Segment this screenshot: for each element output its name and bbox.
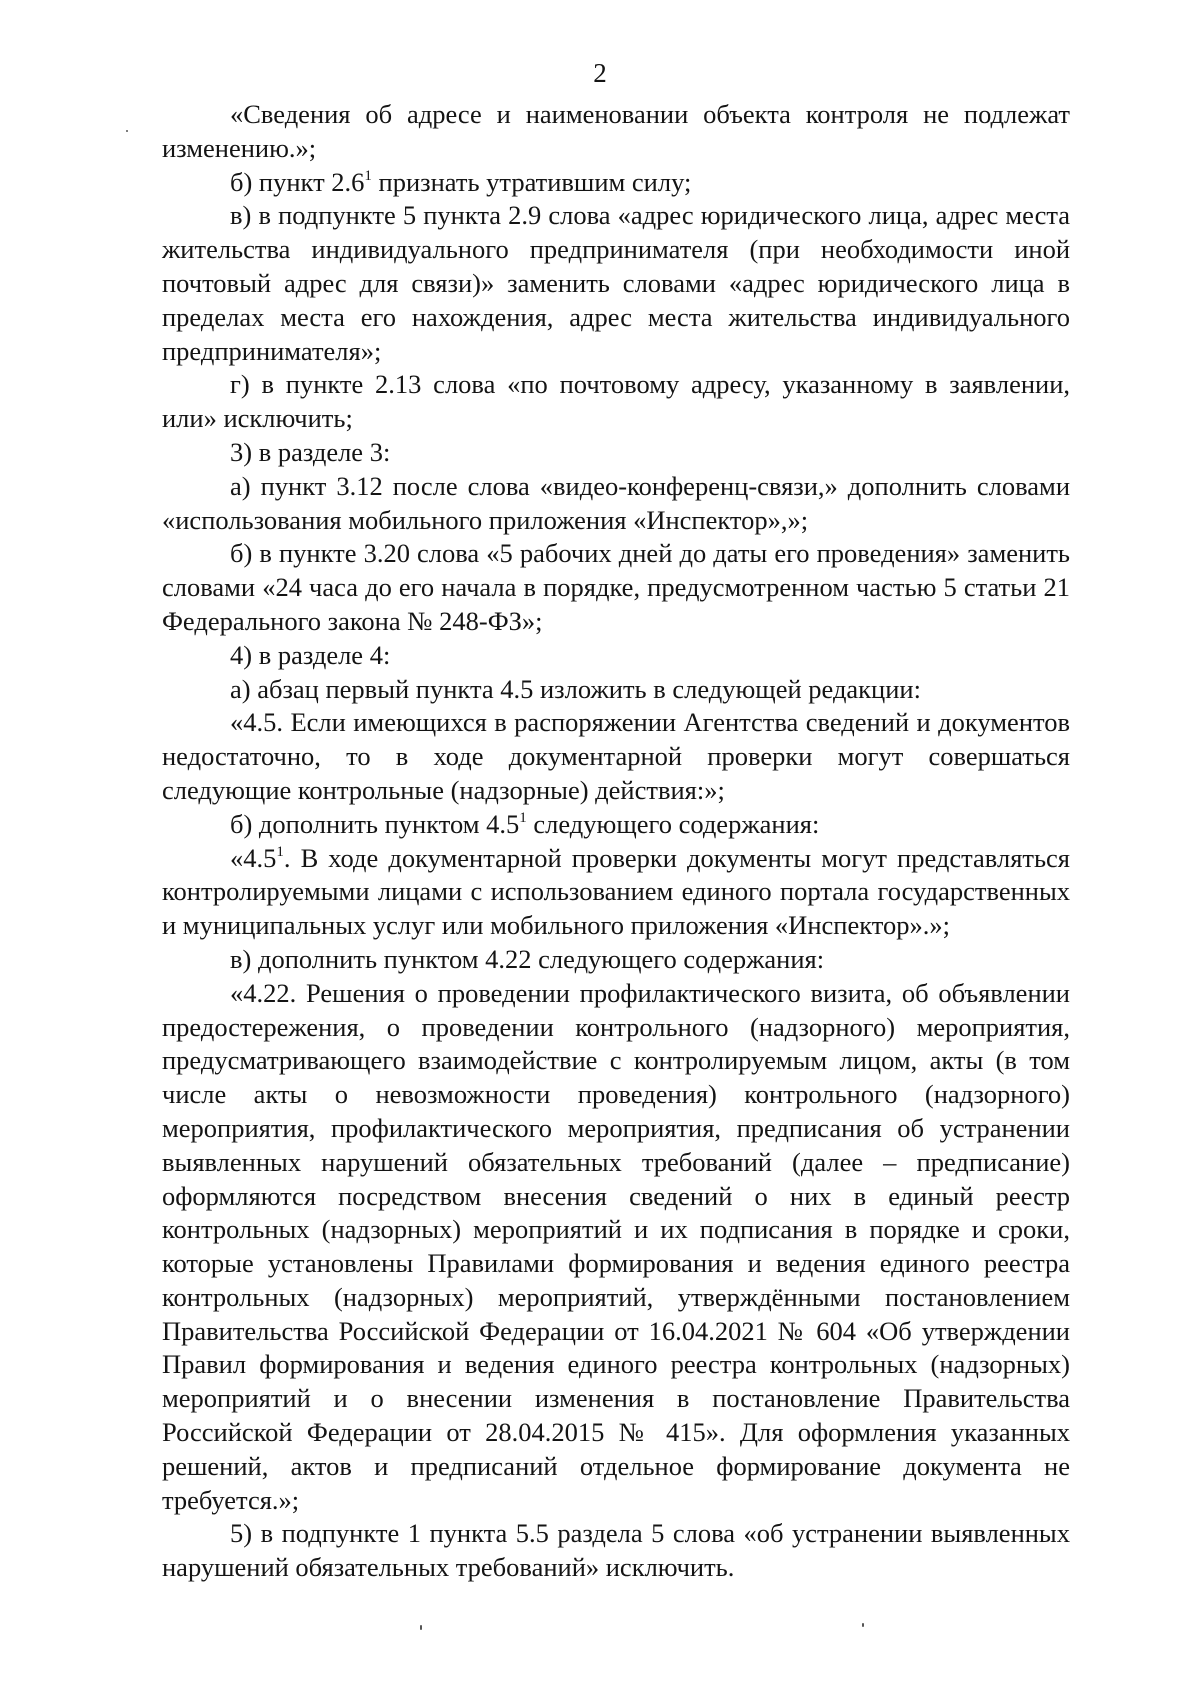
paragraph: 5) в подпункте 1 пункта 5.5 раздела 5 слова «об устранении выявленных нарушений обязательных требований» исключить. [162, 1518, 1070, 1583]
paragraph: а) абзац первый пункта 4.5 изложить в следующей редакции: [230, 673, 921, 704]
paragraph: в) дополнить пунктом 4.22 следующего содержания: [230, 943, 825, 974]
paragraph: «$4.5^1$. В ходе документарной проверки документы могут представляться контролируемыми лицами с использованием единого портала государственных и муниципальных услуг или мобильного приложения «Инспектор».»; [162, 842, 1070, 941]
paragraph: 3) в разделе 3: [230, 436, 391, 467]
superscript: 1 [364, 167, 372, 184]
paragraph: в) в подпункте 5 пункта 2.9 слова «адрес юридического лица, адрес места жительства индивидуального предпринимателя (при необходимости иной почтовый адрес для связи)» заменить словами «адрес юридического лица в пределах места его нахождения, адрес места жительства индивидуального предпринимателя»; [162, 200, 1070, 366]
page-number: 2 [593, 58, 607, 88]
superscript: 1 [276, 843, 284, 860]
paragraph: г) в пункте 2.13 слова «по почтовому адресу, указанному в заявлении, или» исключить; [162, 369, 1070, 434]
paragraph: б) в пункте 3.20 слова «5 рабочих дней до даты его проведения» заменить словами «24 часа до его начала в порядке, предусмотренном частью 5 статьи 21 Федерального закона № 248-ФЗ»; [162, 538, 1070, 636]
document-body [162, 98, 1070, 1585]
paragraph: 4) в разделе 4: [230, 639, 391, 670]
paragraph: а) пункт 3.12 после слова «видео-конференц-связи,» дополнить словами «использования мобильного приложения «Инспектор»,»; [162, 470, 1070, 535]
paragraph: б) дополнить пунктом $4.5^1$ следующего содержания: [230, 808, 820, 839]
superscript: 1 [519, 809, 527, 826]
paragraph: «4.5. Если имеющихся в распоряжении Агентства сведений и документов недостаточно, то в ходе документарной проверки могут совершаться следующие контрольные (надзорные) действия:»; [162, 707, 1070, 805]
scan-speck [862, 1623, 864, 1627]
scan-speck [420, 1625, 422, 1630]
paragraph: «Сведения об адресе и наименовании объекта контроля не подлежат изменению.»; [162, 99, 1070, 163]
paragraph: «4.22. Решения о проведении профилактического визита, об объявлении предостережения, о проведении контрольного (надзорного) мероприятия, предусматривающего взаимодействие с контролируемым лицом, акты (в том числе акты о невозможности проведения) контрольного (надзорного) мероприятия, профилактического мероприятия, предписания об устранении выявленных нарушений обязательных требований (далее – предписание) оформляются посредством внесения сведений о них в единый реестр контрольных (надзорных) мероприятий и их подписания в порядке и сроки, которые установлены Правилами формирования и ведения единого реестра контрольных (надзорных) мероприятий, утверждёнными постановлением Правительства Российской Федерации от 16.04.2021 № 604 «Об утверждении Правил формирования и ведения единого реестра контрольных (надзорных) мероприятий и о внесении изменения в постановление Правительства Российской Федерации от 28.04.2015 № 415». Для оформления указанных решений, актов и предписаний отдельное формирование документа не требуется.»; [162, 977, 1070, 1515]
scan-speck [126, 130, 128, 132]
paragraph: б) пункт $2.6^1$ признать утратившим силу; [230, 166, 692, 197]
